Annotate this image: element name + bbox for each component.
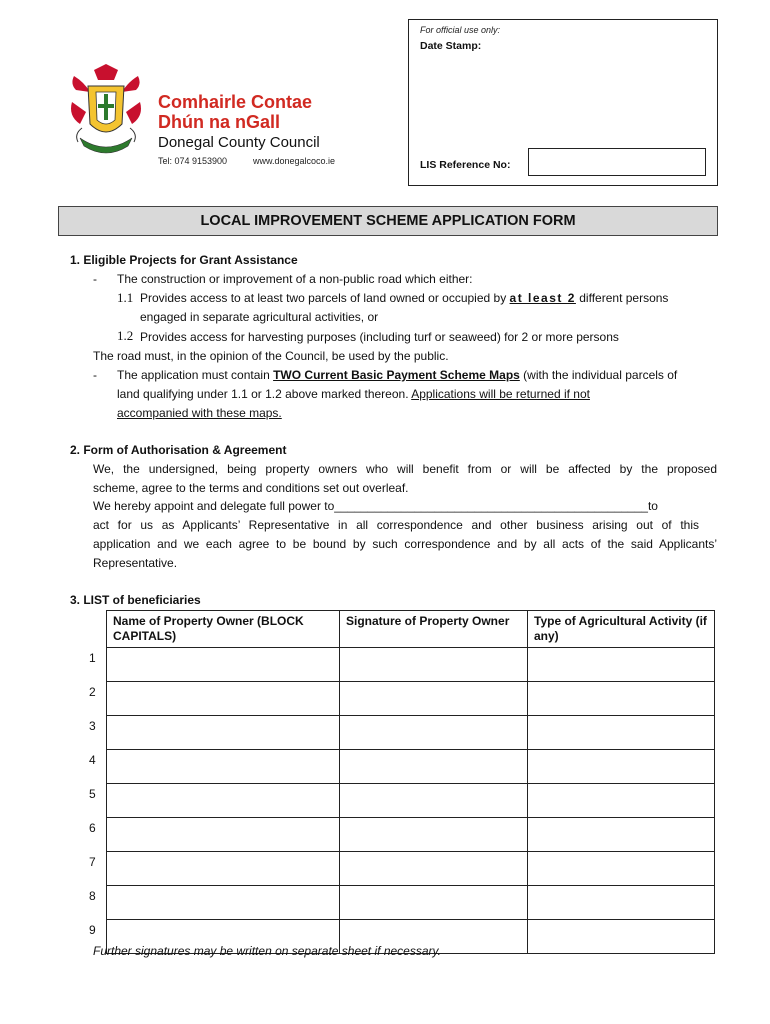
table-row: [85, 886, 715, 920]
table-row: [85, 852, 715, 886]
item-1-1-number: 1.1: [117, 290, 134, 305]
maps-requirement-line1: The application must contain TWO Current Basic Payment Scheme Maps (with the individual parcels of: [117, 368, 678, 382]
signature-cell[interactable]: [340, 716, 528, 750]
form-title: LOCAL IMPROVEMENT SCHEME APPLICATION FORM: [58, 206, 718, 236]
telephone: Tel: 074 9153900: [158, 156, 228, 166]
section1-line1: The construction or improvement of a non-public road which either:: [117, 272, 473, 286]
row-number: 3: [85, 716, 107, 750]
row-number: 1: [85, 648, 107, 682]
section1-dash: -: [93, 272, 97, 286]
agreement-line1: We, the undersigned, being property owners who will benefit from or will be affected by the proposed: [93, 462, 717, 476]
row-number: 9: [85, 920, 107, 954]
activity-cell[interactable]: [528, 682, 715, 716]
road-public-line: The road must, in the opinion of the Council, be used by the public.: [93, 349, 449, 363]
row-number: 2: [85, 682, 107, 716]
agreement-line2: scheme, agree to the terms and conditions set out overleaf.: [93, 481, 409, 495]
appoint-line: We hereby appoint and delegate full power to_______________________________________________to: [93, 499, 658, 513]
activity-cell[interactable]: [528, 648, 715, 682]
maps-requirement-line2: land qualifying under 1.1 or 1.2 above marked thereon. Applications will be returned if not: [117, 387, 590, 401]
date-stamp-label: Date Stamp:: [420, 40, 482, 52]
item-1-1-continued: engaged in separate agricultural activities, or: [140, 310, 379, 324]
table-header-number: [85, 611, 107, 648]
lis-reference-field[interactable]: [528, 148, 706, 176]
table-row: [85, 750, 715, 784]
representative-line1: act for us as Applicants’ Representative in all correspondence and other business arising out of this: [93, 518, 699, 532]
representative-line3: Representative.: [93, 556, 178, 570]
website: www.donegalcoco.ie: [253, 156, 336, 166]
column-header-signature: Signature of Property Owner: [340, 611, 528, 648]
activity-cell[interactable]: [528, 716, 715, 750]
lis-reference-label: LIS Reference No:: [420, 159, 511, 171]
maps-requirement-line3: accompanied with these maps.: [117, 406, 282, 420]
item-1-1-text: Provides access to at least two parcels of land owned or occupied by at least 2 different persons: [140, 291, 669, 305]
representative-line2: application and we each agree to be bound by such correspondence and by all acts of the said Applicants’: [93, 537, 717, 551]
council-crest-icon: [66, 62, 146, 162]
brand-irish-line1: Comhairle Contae: [158, 92, 313, 112]
signature-cell[interactable]: [340, 818, 528, 852]
signatures-footnote: Further signatures may be written on separate sheet if necessary.: [93, 944, 441, 958]
signature-cell[interactable]: [340, 784, 528, 818]
row-number: 6: [85, 818, 107, 852]
row-number: 5: [85, 784, 107, 818]
table-row: [85, 818, 715, 852]
section2-heading: 2. Form of Authorisation & Agreement: [70, 443, 287, 457]
activity-cell[interactable]: [528, 750, 715, 784]
brand-irish-line2: Dhún na nGall: [158, 112, 281, 132]
row-number: 4: [85, 750, 107, 784]
table-header-row: [85, 611, 715, 648]
brand-english: Donegal County Council: [158, 134, 320, 151]
official-use-box: [408, 19, 718, 186]
maps-dash: -: [93, 368, 97, 382]
owner-name-cell[interactable]: [107, 784, 340, 818]
signature-cell[interactable]: [340, 648, 528, 682]
owner-name-cell[interactable]: [107, 886, 340, 920]
activity-cell[interactable]: [528, 818, 715, 852]
section3-heading: 3. LIST of beneficiaries: [70, 593, 201, 607]
column-header-activity: Type of Agricultural Activity (if any): [528, 611, 715, 648]
table-row: [85, 784, 715, 818]
item-1-2-number: 1.2: [117, 328, 134, 343]
column-header-name: Name of Property Owner (BLOCK CAPITALS): [107, 611, 340, 648]
activity-cell[interactable]: [528, 784, 715, 818]
signature-cell[interactable]: [340, 750, 528, 784]
row-number: 7: [85, 852, 107, 886]
owner-name-cell[interactable]: [107, 852, 340, 886]
item-1-2-text: Provides access for harvesting purposes (including turf or seaweed) for 2 or more persons: [140, 330, 619, 344]
representative-name-field[interactable]: _______________________________________________: [334, 499, 648, 513]
table-row: [85, 648, 715, 682]
owner-name-cell[interactable]: [107, 648, 340, 682]
table-row: [85, 682, 715, 716]
official-use-note: For official use only:: [420, 25, 501, 35]
signature-cell[interactable]: [340, 682, 528, 716]
activity-cell[interactable]: [528, 852, 715, 886]
row-number: 8: [85, 886, 107, 920]
owner-name-cell[interactable]: [107, 682, 340, 716]
owner-name-cell[interactable]: [107, 818, 340, 852]
signature-cell[interactable]: [340, 886, 528, 920]
activity-cell[interactable]: [528, 920, 715, 954]
section1-heading: 1. Eligible Projects for Grant Assistance: [70, 253, 298, 267]
beneficiaries-table: [85, 610, 715, 954]
table-row: [85, 716, 715, 750]
council-logo-block: [58, 52, 368, 177]
owner-name-cell[interactable]: [107, 750, 340, 784]
owner-name-cell[interactable]: [107, 716, 340, 750]
signature-cell[interactable]: [340, 852, 528, 886]
activity-cell[interactable]: [528, 886, 715, 920]
